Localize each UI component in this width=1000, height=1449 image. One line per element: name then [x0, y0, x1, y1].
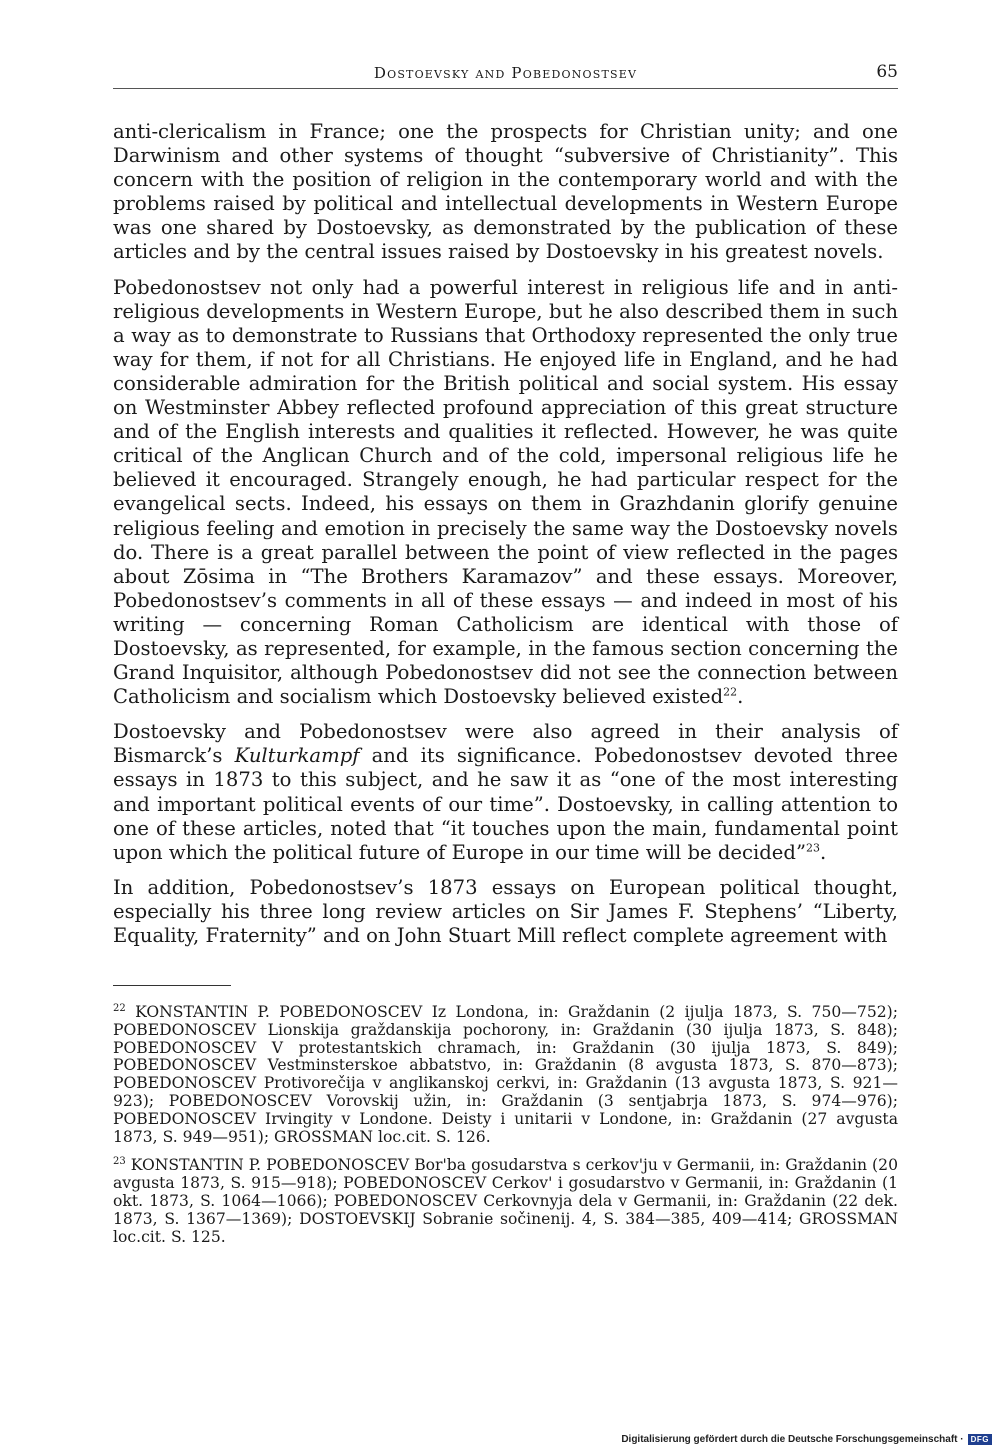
- dfg-logo-icon: DFG: [968, 1434, 992, 1445]
- running-header: [113, 62, 898, 92]
- footnote-ref-23: 23: [805, 841, 820, 855]
- footnotes: [113, 1004, 898, 1257]
- paragraph-4: In addition, Pobedonostsev’s 1873 essays on European political thought, especially his three long review articles on Sir James F. Stephens’ “Liberty, Equality, Fraternity” and on John Stuart Mill reflect complete agreement with: [113, 875, 898, 947]
- digitization-footer: [621, 1434, 992, 1445]
- header-rule: [113, 88, 898, 89]
- footnote-ref-22: 22: [723, 685, 738, 699]
- footnote-rule: [113, 985, 231, 986]
- footer-text: Digitalisierung gefördert durch die Deutsche Forschungsgemeinschaft ·: [621, 1434, 964, 1445]
- paragraph-1: anti-clericalism in France; one the prospects for Christian unity; and one Darwinism and other systems of thought “subversive of Christianity”. This concern with the position of religion in the contemporary world and with the problems raised by political and intellectual developments in Western Europe was one shared by Dostoevsky, as demonstrated by the publication of these articles and by the central issues raised by Dostoevsky in his greatest novels.: [113, 120, 898, 264]
- main-text: [113, 120, 898, 959]
- footnote-22: $^{22}$ KONSTANTIN P. POBEDONOSCEV Iz Londona, in: Graždanin (2 ijulja 1873, S. 750—752); POBEDONOSCEV Lionskija graždanskija pochorony, in: Graždanin (30 ijulja 1873, S. 848); POBEDONOSCEV V protestantskich chramach, in: Graždanin (30 ijulja 1873, S. 849); POBEDONOSCEV Vestminsterskoe abbatstvo, in: Graždanin (8 avgusta 1873, S. 870—873); POBEDONOSCEV Protivorečija v anglikanskoj cerkvi, in: Graždanin (13 avgusta 1873, S. 921—923); POBEDONOSCEV Vorovskij užin, in: Graždanin (3 sentjabrja 1873, S. 974—976); POBEDONOSCEV Irvingity v Londone. Deisty i unitarii v Londone, in: Graždanin (27 avgusta 1873, S. 949—951); GROSSMAN loc.cit. S. 126.: [113, 1002, 898, 1146]
- running-title: Dostoevsky and Pobedonostsev: [373, 64, 638, 82]
- italic-term: Kulturkampf: [234, 744, 360, 768]
- footnote-23: $^{23}$ KONSTANTIN P. POBEDONOSCEV Bor'ba gosudarstva s cerkov'ju v Germanii, in: Graždanin (20 avgusta 1873, S. 915—918); POBEDONOSCEV Cerkov' i gosudarstvo v Germanii, in: Graždanin (1 okt. 1873, S. 1064—1066); POBEDONOSCEV Cerkovnyja dela v Germanii, in: Graždanin (22 dek. 1873, S. 1367—1369); DOSTOEVSKIJ Sobranie sočinenij. 4, S. 384—385, 409—414; GROSSMAN loc.cit. S. 125.: [113, 1156, 898, 1246]
- paragraph-3: Dostoevsky and Pobedonostsev were also agreed in their analysis of Bismarck’s Kulturkampf and its significance. Pobedonostsev devoted three essays in 1873 to this subject, and he saw it as “one of the most interesting and important political events of our time”. Dostoevsky, in calling attention to one of these articles, noted that “it touches upon the main, fundamental point upon which the political future of Europe in our time will be decided”$^{23}$.: [113, 720, 898, 864]
- page-number: 65: [876, 62, 898, 82]
- paragraph-2: Pobedonostsev not only had a powerful interest in religious life and in anti-religious developments in Western Europe, but he also described them in such a way as to demonstrate to Russians that Orthodoxy represented the only true way for them, if not for all Christians. He enjoyed life in England, and he had considerable admiration for the British political and social system. His essay on Westminster Abbey reflected profound appreciation of this great structure and of the English interests and qualities it reflected. However, he was quite critical of the Anglican Church and of the cold, impersonal religious life he believed it encouraged. Strangely enough, he had particular respect for the evangelical sects. Indeed, his essays on them in Grazhdanin glorify genuine religious feeling and emotion in precisely the same way the Dostoevsky novels do. There is a great parallel between the point of view reflected in the pages about Zōsima in “The Brothers Karamazov” and these essays. Moreover, Pobedonostsev’s comments in all of these essays — and indeed in most of his writing — concerning Roman Catholicism are identical with those of Dostoevsky, as represented, for example, in the famous section concerning the Grand Inquisitor, although Pobedonostsev did not see the connection between Catholicism and socialism which Dostoevsky believed existed$^{22}$.: [113, 275, 898, 709]
